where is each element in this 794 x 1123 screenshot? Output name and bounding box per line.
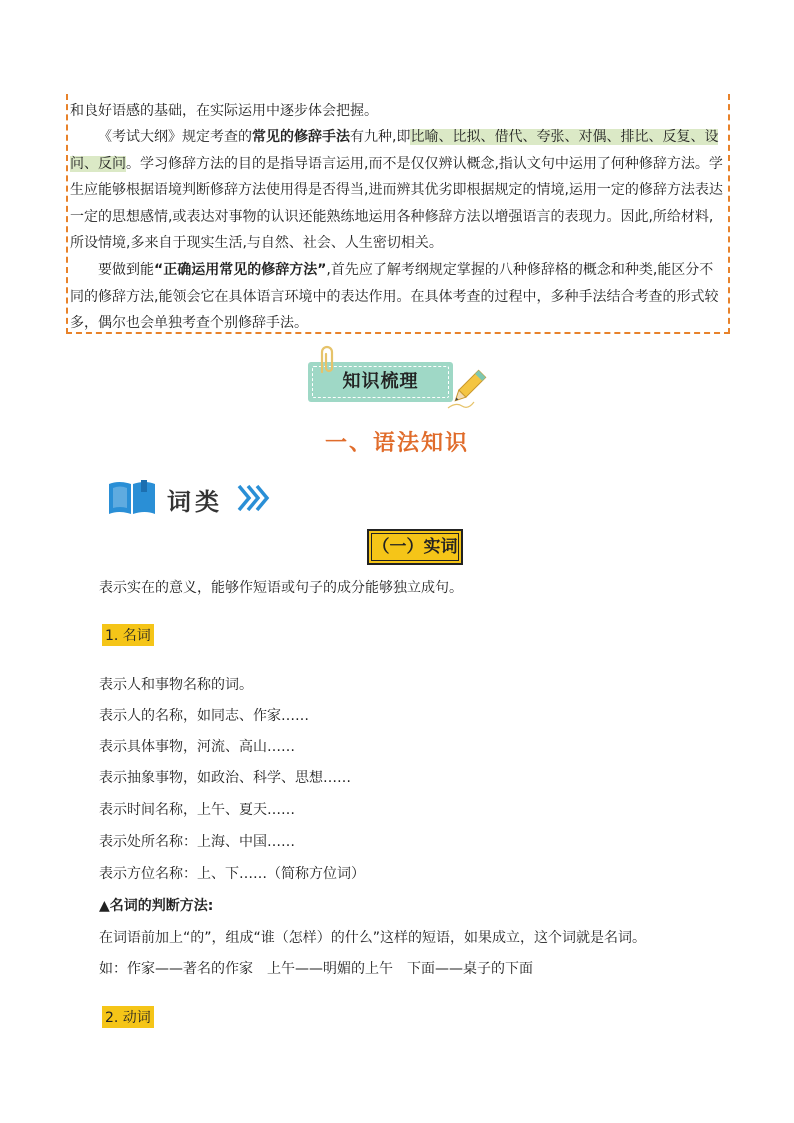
banner-title: 知识梳理 <box>342 371 419 392</box>
noun-line: 表示处所名称：上海、中国…… <box>99 834 295 850</box>
intro-box <box>66 94 730 334</box>
paperclip-icon <box>314 344 338 376</box>
triple-chevron-icon <box>235 483 271 513</box>
noun-line: 表示抽象事物，如政治、科学、思想…… <box>99 770 351 786</box>
intro-p3-bold: “正确运用常见的修辞方法” <box>154 262 327 278</box>
open-book-icon <box>107 480 157 516</box>
intro-paragraph-2 <box>68 124 732 257</box>
knowledge-banner <box>308 344 488 406</box>
intro-p3-text-b: ,首先应了解考纲规定掌握的八种修辞格的概念和种类,能区分不同的修辞方法,能领会它在具体语言环境中的表达作用。在具体考查的过程中，多种手法结合考查的形式较多，偶尔也会单独考查个别修辞手法。 <box>70 262 719 331</box>
verb-heading: 2. 动词 <box>102 1006 154 1028</box>
intro-p2-bold: 常见的修辞手法 <box>252 129 350 145</box>
noun-example: 如：作家——著名的作家 上午——明媚的上午 下面——桌子的下面 <box>99 961 533 977</box>
rhetoric-list-highlight: 比喻、比拟、借代、夸张、对偶、排比、反复、设问、反问 <box>70 129 719 172</box>
content-words-heading-label: （一）实词 <box>372 537 458 557</box>
intro-paragraph-1: 和良好语感的基础，在实际运用中逐步体会把握。 <box>70 103 378 119</box>
word-class-header <box>107 478 277 518</box>
noun-method-title: ▲名词的判断方法: <box>99 898 214 914</box>
intro-p2-text-b: 有九种,即 <box>350 129 411 145</box>
intro-p2-text-a: 《考试大纲》规定考查的 <box>98 129 252 145</box>
noun-line: 表示具体事物，河流、高山…… <box>99 739 295 755</box>
intro-p2-text-c: 。学习修辞方法的目的是指导语言运用,而不是仅仅辨认概念,指认文句中运用了何种修辞方法。学生应能够根据语境判断修辞方法使用得是否得当,进而辨其优劣即根据规定的情境,运用一定的修辞方法表达一定的思想感情,或表达对事物的认识还能熟练地运用各种修辞方法以增强语言的表现力。因此,所给材料,所设情境,多来自于现实生活,与自然、社会、人生密切相关。 <box>70 155 723 251</box>
intro-paragraph-3 <box>68 257 732 337</box>
word-class-label: 词类 <box>167 488 223 516</box>
content-words-description: 表示实在的意义，能够作短语或句子的成分能够独立成句。 <box>99 580 463 596</box>
noun-line: 表示时间名称，上午、夏天…… <box>99 802 295 818</box>
noun-line: 表示方位名称：上、下……（简称方位词） <box>99 866 365 882</box>
noun-line: 表示人和事物名称的词。 <box>99 677 253 693</box>
content-words-heading <box>367 529 463 565</box>
section-title: 一、语法知识 <box>324 431 469 456</box>
noun-method-description: 在词语前加上“的”，组成“谁（怎样）的什么”这样的短语，如果成立，这个词就是名词。 <box>99 930 647 946</box>
intro-p3-text-a: 要做到能 <box>98 262 154 278</box>
noun-line: 表示人的名称，如同志、作家…… <box>99 708 309 724</box>
pencil-icon <box>446 366 490 410</box>
noun-heading: 1. 名词 <box>102 624 154 646</box>
